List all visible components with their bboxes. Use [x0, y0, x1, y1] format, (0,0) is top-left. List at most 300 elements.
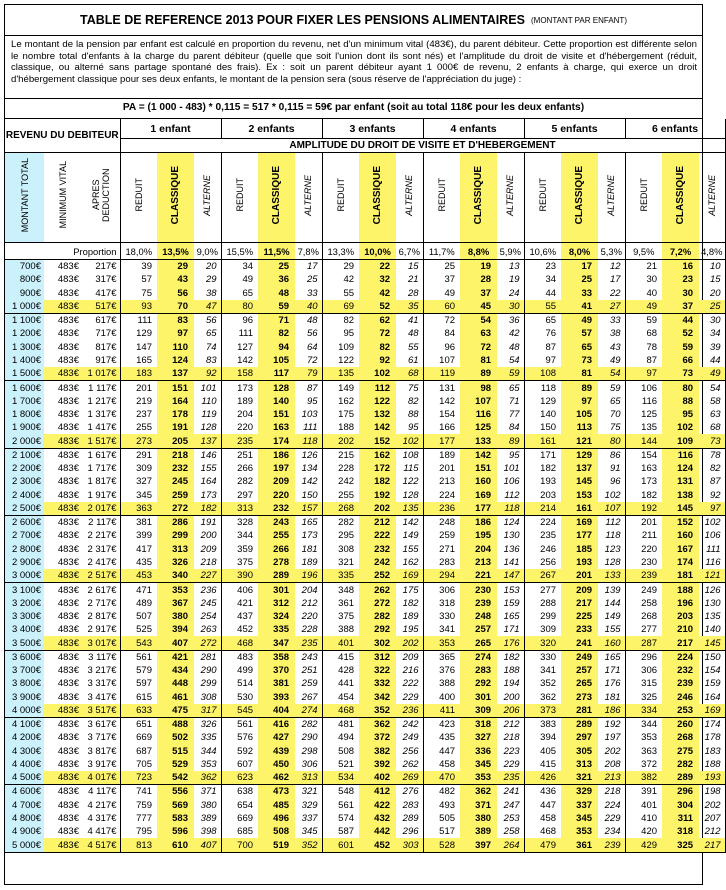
pension-value-cell: 29 — [157, 260, 194, 274]
pension-value-cell: 452 — [237, 624, 254, 636]
pension-value-cell: 294 — [423, 569, 460, 583]
pension-value-cell: 209 — [561, 583, 598, 597]
pension-value-cell: 126 — [699, 583, 725, 597]
apres-deduction-cell: 2 517€ — [82, 569, 120, 583]
pension-value-cell: 63 — [460, 327, 497, 340]
pension-value-cell: 243 — [258, 516, 295, 530]
pension-value-cell: 325 — [641, 691, 658, 703]
pension-value-cell: 111 — [137, 315, 152, 327]
pension-value-cell: 102 — [359, 367, 396, 381]
montant-total-cell: 4 300€ — [5, 745, 44, 758]
pension-value-cell: 548 — [338, 786, 355, 798]
pension-value-cell: 394 — [157, 623, 194, 636]
pension-value-cell: 212 — [699, 825, 725, 838]
pension-value-cell: 502 — [157, 731, 194, 744]
pension-value-cell: 106 — [641, 382, 658, 394]
pension-value-cell: 579 — [136, 665, 152, 677]
pension-value-cell: 25 — [258, 260, 295, 274]
pension-value-cell: 55 — [396, 341, 423, 354]
pension-value-cell: 140 — [540, 409, 557, 421]
pension-value-cell: 87 — [545, 341, 557, 353]
minimum-vital-cell: 483€ — [57, 422, 79, 434]
pension-value-cell: 525 — [136, 624, 152, 636]
pension-value-cell: 528 — [423, 838, 460, 852]
pension-value-cell: 633 — [120, 704, 157, 718]
pension-value-cell: 454 — [338, 691, 355, 703]
pension-value-cell: 239 — [625, 569, 662, 583]
proportion-value: 11,5% — [258, 243, 295, 260]
pension-value-cell: 186 — [460, 516, 497, 530]
pension-value-cell: 165 — [136, 354, 152, 366]
pension-value-cell: 297 — [561, 731, 598, 744]
mode-header-1-cls: CLASSIQUE — [157, 153, 194, 243]
pension-value-cell: 29 — [194, 273, 221, 286]
table-row — [5, 745, 725, 758]
pension-value-cell: 415 — [338, 651, 355, 663]
montant-total-cell: 1 000€ — [5, 300, 44, 314]
pension-value-cell: 169 — [396, 569, 423, 583]
pension-value-cell: 182 — [359, 475, 396, 488]
pension-value-cell: 129 — [540, 395, 557, 407]
montant-total-cell: 4 100€ — [5, 718, 44, 732]
pension-value-cell: 321 — [295, 785, 322, 799]
pension-value-cell: 129 — [561, 448, 598, 462]
apres-deduction-cell: 2 017€ — [82, 502, 120, 516]
pension-value-cell: 669 — [136, 732, 152, 744]
pension-value-cell: 266 — [237, 463, 254, 475]
pension-value-cell: 411 — [423, 704, 460, 718]
pension-value-cell: 133 — [460, 434, 497, 448]
minimum-vital-cell: 483€ — [57, 624, 79, 636]
pension-value-cell: 105 — [561, 408, 598, 421]
pension-value-cell: 54 — [598, 367, 625, 381]
apres-deduction-cell: 1 817€ — [82, 475, 120, 488]
pension-value-cell: 277 — [540, 584, 557, 596]
pension-value-cell: 329 — [561, 785, 598, 799]
pension-value-cell: 17 — [598, 273, 625, 286]
pension-value-cell: 400 — [439, 691, 456, 703]
apres-deduction-cell: 3 017€ — [82, 636, 120, 650]
minimum-vital-cell: 483€ — [57, 786, 79, 798]
pension-value-cell: 372 — [359, 731, 396, 744]
pension-value-cell: 230 — [641, 556, 658, 568]
pension-value-cell: 69 — [322, 300, 359, 314]
pension-value-cell: 59 — [497, 367, 524, 381]
table-row — [5, 462, 725, 475]
apres-deduction-cell: 217€ — [82, 260, 120, 274]
apres-deduction-cell: 1 117€ — [82, 381, 120, 395]
pension-value-cell: 326 — [157, 556, 194, 569]
pension-value-cell: 173 — [194, 489, 221, 502]
pension-value-cell: 291 — [136, 449, 152, 461]
pension-value-cell: 34 — [242, 261, 254, 273]
pension-value-cell: 312 — [359, 650, 396, 664]
pension-value-cell: 197 — [598, 731, 625, 744]
pension-value-cell: 95 — [662, 408, 699, 421]
pension-value-cell: 167 — [662, 543, 699, 556]
pension-value-cell: 228 — [338, 463, 355, 475]
pension-value-cell: 220 — [237, 422, 254, 434]
pension-value-cell: 404 — [258, 704, 295, 718]
pension-value-cell: 153 — [561, 489, 598, 502]
pension-value-cell: 30 — [662, 287, 699, 300]
pension-value-cell: 66 — [662, 354, 699, 367]
pension-value-cell: 321 — [338, 556, 355, 568]
pension-value-cell: 317 — [194, 704, 221, 718]
pension-value-cell: 200 — [194, 529, 221, 542]
pension-value-cell: 118 — [598, 529, 625, 542]
pension-value-cell: 312 — [258, 597, 295, 610]
apres-deduction-cell: 4 517€ — [82, 838, 120, 852]
pension-value-cell: 194 — [497, 677, 524, 690]
pension-value-cell: 15 — [699, 273, 725, 286]
pension-value-cell: 116 — [641, 395, 658, 407]
proportion-value: 8,0% — [561, 243, 598, 260]
pension-value-cell: 335 — [322, 569, 359, 583]
montant-total-cell: 4 700€ — [5, 799, 44, 812]
apres-deduction-cell: 917€ — [82, 354, 120, 367]
pension-value-cell: 482 — [439, 786, 456, 798]
pension-value-cell: 96 — [444, 341, 456, 353]
pension-value-cell: 213 — [598, 771, 625, 785]
pension-value-cell: 195 — [396, 623, 423, 636]
minimum-vital-cell: 483€ — [57, 517, 79, 529]
pension-value-cell: 74 — [194, 341, 221, 354]
pension-value-cell: 473 — [258, 785, 295, 799]
table-row — [5, 341, 725, 354]
montant-total-cell: 3 200€ — [5, 597, 44, 610]
pension-value-cell: 410 — [641, 813, 658, 825]
pension-value-cell: 191 — [157, 421, 194, 434]
pension-value-cell: 116 — [460, 408, 497, 421]
pension-value-cell: 353 — [561, 825, 598, 838]
pension-value-cell: 273 — [120, 434, 157, 448]
table-row — [5, 785, 725, 799]
pension-value-cell: 128 — [258, 381, 295, 395]
pension-value-cell: 283 — [460, 664, 497, 677]
pension-value-cell: 142 — [460, 448, 497, 462]
pension-value-cell: 274 — [460, 650, 497, 664]
pension-value-cell: 375 — [338, 611, 355, 623]
pension-value-cell: 201 — [561, 569, 598, 583]
minimum-vital-cell: 483€ — [57, 328, 79, 340]
pension-value-cell: 65 — [497, 381, 524, 395]
apres-deduction-cell: 3 617€ — [82, 718, 120, 732]
pension-value-cell: 301 — [460, 691, 497, 704]
pension-value-cell: 65 — [561, 341, 598, 354]
pension-value-cell: 353 — [423, 636, 460, 650]
pension-value-cell: 44 — [545, 287, 557, 299]
pension-value-cell: 88 — [396, 408, 423, 421]
montant-total-cell: 4 600€ — [5, 785, 44, 799]
pension-value-cell: 75 — [141, 287, 152, 299]
pension-value-cell: 176 — [598, 677, 625, 690]
apres-deduction-cell: 1 317€ — [82, 408, 120, 421]
apres-deduction-cell: 2 417€ — [82, 556, 120, 569]
pension-value-cell: 372 — [641, 758, 658, 770]
pension-value-cell: 188 — [338, 422, 355, 434]
pension-value-cell: 282 — [237, 476, 254, 488]
montant-total-cell: 2 600€ — [5, 516, 44, 530]
pension-value-cell: 175 — [396, 583, 423, 597]
pension-value-cell: 84 — [497, 421, 524, 434]
minimum-vital-cell: 483€ — [57, 611, 79, 623]
pension-value-cell: 345 — [136, 489, 152, 501]
mode-header-4-alt: ALTERNE — [497, 153, 524, 243]
pension-value-cell: 281 — [194, 650, 221, 664]
montant-total-cell: 1 200€ — [5, 327, 44, 340]
pension-value-cell: 37 — [662, 300, 699, 314]
pension-value-cell: 275 — [662, 745, 699, 758]
pension-value-cell: 508 — [258, 825, 295, 838]
pension-value-cell: 196 — [662, 597, 699, 610]
pension-value-cell: 232 — [258, 502, 295, 516]
pension-value-cell: 235 — [497, 771, 524, 785]
minimum-vital-cell: 483€ — [57, 665, 79, 677]
mode-header-1-red: REDUIT — [120, 153, 157, 243]
pension-value-cell: 124 — [157, 354, 194, 367]
pension-value-cell: 361 — [338, 597, 355, 609]
pension-value-cell: 601 — [322, 838, 359, 852]
pension-value-cell: 304 — [662, 799, 699, 812]
pension-value-cell: 529 — [157, 758, 194, 771]
pension-value-cell: 543 — [120, 636, 157, 650]
pension-value-cell: 118 — [295, 434, 322, 448]
pension-value-cell: 75 — [598, 421, 625, 434]
apres-deduction-cell: 4 017€ — [82, 771, 120, 785]
pension-value-cell: 159 — [699, 677, 725, 690]
montant-total-cell: 3 100€ — [5, 583, 44, 597]
table-row — [5, 825, 725, 838]
pension-value-cell: 249 — [561, 650, 598, 664]
pension-value-cell: 54 — [497, 354, 524, 367]
pension-value-cell: 380 — [157, 610, 194, 623]
table-row — [5, 300, 725, 314]
table-row — [5, 704, 725, 718]
pension-value-cell: 134 — [295, 462, 322, 475]
pension-value-cell: 59 — [646, 315, 658, 327]
pension-value-cell: 289 — [662, 771, 699, 785]
pension-value-cell: 151 — [258, 408, 295, 421]
table-row — [5, 650, 725, 664]
pension-value-cell: 37 — [460, 287, 497, 300]
pension-value-cell: 428 — [338, 665, 355, 677]
pension-value-cell: 481 — [338, 719, 355, 731]
pension-value-cell: 165 — [497, 610, 524, 623]
pension-value-cell: 363 — [120, 502, 157, 516]
proportion-value: 13,5% — [157, 243, 194, 260]
pension-value-cell: 65 — [545, 315, 557, 327]
pension-value-cell: 397 — [460, 838, 497, 852]
pension-value-cell: 59 — [662, 341, 699, 354]
pension-value-cell: 98 — [460, 381, 497, 395]
pension-value-cell: 225 — [561, 610, 598, 623]
pension-value-cell: 215 — [338, 449, 355, 461]
pension-value-cell: 25 — [444, 261, 456, 273]
pension-value-cell: 282 — [359, 610, 396, 623]
pension-value-cell: 36 — [497, 314, 524, 328]
pension-value-cell: 95 — [295, 395, 322, 408]
pension-value-cell: 188 — [662, 583, 699, 597]
montant-total-cell: 3 800€ — [5, 677, 44, 690]
pension-value-cell: 92 — [359, 354, 396, 367]
pension-value-cell: 392 — [359, 758, 396, 771]
pension-value-cell: 173 — [641, 476, 658, 488]
pension-value-cell: 493 — [439, 799, 456, 811]
minimum-vital-header: MINIMUM VITAL — [44, 153, 82, 243]
pension-value-cell: 468 — [540, 826, 557, 838]
pension-value-cell: 281 — [561, 704, 598, 718]
minimum-vital-cell: 483€ — [44, 434, 82, 448]
pension-value-cell: 437 — [237, 611, 254, 623]
pension-value-cell: 41 — [396, 314, 423, 328]
pension-value-cell: 186 — [598, 704, 625, 718]
proportion-row — [5, 243, 725, 260]
pension-value-cell: 389 — [460, 825, 497, 838]
pension-value-cell: 182 — [497, 650, 524, 664]
pension-value-cell: 49 — [598, 354, 625, 367]
pension-value-cell: 202 — [359, 502, 396, 516]
pension-value-cell: 241 — [497, 785, 524, 799]
pension-value-cell: 192 — [625, 502, 662, 516]
pension-value-cell: 149 — [338, 382, 355, 394]
pension-value-cell: 597 — [136, 678, 152, 690]
pension-value-cell: 48 — [295, 314, 322, 328]
apres-deduction-cell: 3 717€ — [82, 731, 120, 744]
pension-value-cell: 57 — [141, 274, 152, 286]
pension-value-cell: 89 — [497, 434, 524, 448]
pension-value-cell: 318 — [662, 825, 699, 838]
pension-value-cell: 202 — [322, 434, 359, 448]
pension-value-cell: 111 — [238, 328, 254, 340]
pension-value-cell: 70 — [598, 408, 625, 421]
pension-value-cell: 216 — [396, 664, 423, 677]
pension-value-cell: 121 — [561, 434, 598, 448]
minimum-vital-cell: 483€ — [44, 771, 82, 785]
pension-value-cell: 30 — [646, 274, 658, 286]
pension-value-cell: 272 — [157, 502, 194, 516]
pension-value-cell: 228 — [295, 623, 322, 636]
pension-value-cell: 436 — [540, 786, 557, 798]
pension-value-cell: 176 — [497, 636, 524, 650]
apres-deduction-cell: 1 417€ — [82, 421, 120, 434]
pension-value-cell: 158 — [221, 367, 258, 381]
pension-value-cell: 515 — [157, 745, 194, 758]
montant-total-cell: 4 500€ — [5, 771, 44, 785]
pension-value-cell: 48 — [497, 341, 524, 354]
pension-value-cell: 325 — [662, 838, 699, 852]
pension-value-cell: 142 — [396, 516, 423, 530]
pension-value-cell: 245 — [194, 597, 221, 610]
pension-value-cell: 173 — [237, 382, 254, 394]
pension-value-cell: 137 — [194, 434, 221, 448]
pension-value-cell: 65 — [194, 327, 221, 340]
pension-value-cell: 468 — [322, 704, 359, 718]
pension-value-cell: 320 — [524, 636, 561, 650]
pension-value-cell: 38 — [194, 287, 221, 300]
pension-value-cell: 112 — [497, 489, 524, 502]
pension-value-cell: 81 — [460, 354, 497, 367]
pension-value-cell: 127 — [237, 341, 254, 353]
pension-value-cell: 208 — [598, 758, 625, 771]
formula-example: PA = (1 000 - 483) * 0,115 = 517 * 0,115 = 59€ par enfant (soit au total 118€ pour les deux enfants) — [5, 99, 702, 119]
pension-value-cell: 330 — [439, 611, 456, 623]
pension-value-cell: 407 — [157, 636, 194, 650]
pension-value-cell: 106 — [699, 529, 725, 542]
pension-value-cell: 83 — [194, 354, 221, 367]
pension-value-cell: 84 — [444, 328, 456, 340]
apres-deduction-cell: 3 317€ — [82, 677, 120, 690]
minimum-vital-cell: 483€ — [57, 463, 79, 475]
pension-value-cell: 161 — [524, 434, 561, 448]
pension-value-cell: 198 — [699, 785, 725, 799]
pension-value-cell: 223 — [497, 745, 524, 758]
pension-value-cell: 306 — [439, 584, 456, 596]
pension-value-cell: 188 — [699, 758, 725, 771]
pension-value-cell: 68 — [396, 367, 423, 381]
pension-value-cell: 130 — [699, 597, 725, 610]
pension-value-cell: 95 — [497, 448, 524, 462]
pension-value-cell: 116 — [699, 556, 725, 569]
montant-total-cell: 2 300€ — [5, 475, 44, 488]
apres-deduction-cell: 317€ — [82, 273, 120, 286]
pension-value-cell: 813 — [120, 838, 157, 852]
pension-value-cell: 251 — [237, 449, 254, 461]
pension-value-cell: 201 — [641, 517, 658, 529]
pension-value-cell: 122 — [396, 475, 423, 488]
pension-value-cell: 106 — [497, 475, 524, 488]
montant-total-cell: 4 400€ — [5, 758, 44, 771]
minimum-vital-cell: 483€ — [57, 758, 79, 770]
proportion-value: 4,8% — [699, 243, 725, 260]
pension-value-cell: 277 — [641, 624, 658, 636]
pension-value-cell: 192 — [598, 718, 625, 732]
pension-value-cell: 20 — [699, 287, 725, 300]
pension-value-cell: 654 — [237, 799, 254, 811]
pension-value-cell: 118 — [497, 502, 524, 516]
pension-value-cell: 222 — [359, 529, 396, 542]
pension-value-cell: 80 — [598, 434, 625, 448]
pension-value-cell: 25 — [295, 273, 322, 286]
pension-value-cell: 669 — [237, 813, 254, 825]
pension-value-cell: 439 — [258, 745, 295, 758]
pension-value-cell: 583 — [157, 812, 194, 825]
pension-value-cell: 295 — [338, 530, 355, 542]
pension-value-cell: 78 — [646, 341, 658, 353]
pension-value-cell: 59 — [258, 300, 295, 314]
pension-value-cell: 189 — [396, 610, 423, 623]
pension-value-cell: 229 — [497, 758, 524, 771]
pension-value-cell: 201 — [136, 382, 152, 394]
apres-deduction-cell: 1 717€ — [82, 462, 120, 475]
proportion-value: 5,9% — [497, 243, 524, 260]
pension-value-cell: 40 — [646, 287, 658, 299]
proportion-value: 10,6% — [524, 243, 561, 260]
pension-value-cell: 253 — [497, 812, 524, 825]
apres-deduction-cell: 1 517€ — [82, 434, 120, 448]
pension-value-cell: 131 — [662, 475, 699, 488]
pension-value-cell: 20 — [194, 260, 221, 274]
minimum-vital-cell: 483€ — [57, 287, 79, 299]
pension-value-cell: 157 — [295, 502, 322, 516]
montant-total-cell: 900€ — [5, 287, 44, 300]
pension-value-cell: 362 — [540, 691, 557, 703]
apres-deduction-cell: 3 817€ — [82, 745, 120, 758]
pension-value-cell: 421 — [157, 650, 194, 664]
pension-value-cell: 101 — [497, 462, 524, 475]
table-row — [5, 597, 725, 610]
pension-value-cell: 259 — [439, 530, 456, 542]
